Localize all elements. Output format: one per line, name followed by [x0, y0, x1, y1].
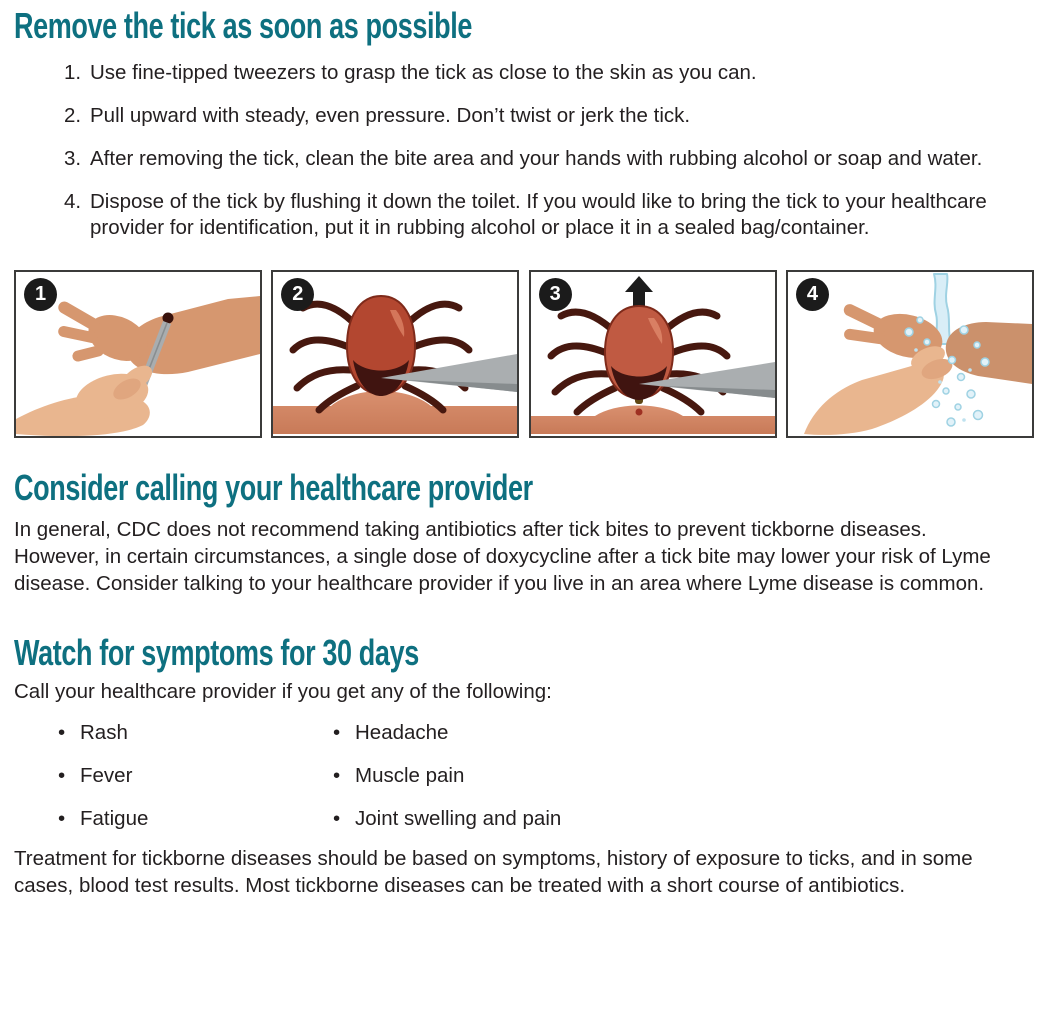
symptoms-intro-text: Call your healthcare provider if you get any of the following: [14, 680, 552, 703]
symptom-item-muscle-pain [289, 762, 561, 789]
panel-grasp-tick-illustration [14, 270, 262, 438]
step-number: 2. [64, 104, 82, 127]
symptoms-section-heading: Watch for symptoms for 30 days [14, 632, 419, 673]
remove-step-2 [14, 103, 1034, 129]
symptom-label: Headache [355, 721, 449, 744]
step-text: Use fine-tipped tweezers to grasp the tick as close to the skin as you can. [90, 61, 757, 84]
remove-step-4 [14, 189, 1034, 241]
symptom-item-fatigue [14, 805, 289, 832]
symptom-item-rash [14, 719, 289, 746]
remove-step-3 [14, 146, 1034, 172]
panel-number-badge: 3 [539, 278, 572, 311]
symptom-item-fever [14, 762, 289, 789]
panel-number-badge: 4 [796, 278, 829, 311]
symptoms-column-right [289, 719, 561, 832]
bullet-icon: • [58, 721, 66, 744]
remove-step-1 [14, 60, 1034, 86]
remove-section-heading: Remove the tick as soon as possible [14, 5, 473, 46]
panel-wash-hands-illustration [786, 270, 1034, 438]
symptom-label: Muscle pain [355, 764, 465, 787]
step-text: Pull upward with steady, even pressure. Don’t twist or jerk the tick. [90, 104, 691, 127]
treatment-closing-paragraph: Treatment for tickborne diseases should be based on symptoms, history of exposure to ticks, and in some cases, blood test results. Most tickborne diseases can be treated with a short course of antibiotics. [14, 847, 973, 897]
panel-pull-upward-illustration [529, 270, 777, 438]
bullet-icon: • [333, 807, 341, 830]
remove-steps-list [14, 60, 1034, 241]
symptom-label: Rash [80, 721, 128, 744]
symptom-label: Joint swelling and pain [355, 807, 562, 830]
step-number: 1. [64, 61, 82, 84]
step-text: Dispose of the tick by flushing it down the toilet. If you would like to bring the tick to your healthcare provider for identification, put it in rubbing alcohol or place it in a sealed bag/container. [90, 190, 987, 239]
symptoms-column-left [14, 719, 289, 832]
bullet-icon: • [58, 764, 66, 787]
panel-number-badge: 2 [281, 278, 314, 311]
provider-section-heading: Consider calling your healthcare provider [14, 467, 533, 508]
symptom-item-headache [289, 719, 561, 746]
step-number: 4. [64, 190, 82, 213]
bullet-icon: • [333, 721, 341, 744]
panel-number-badge: 1 [24, 278, 57, 311]
symptom-label: Fever [80, 764, 133, 787]
provider-section-paragraph: In general, CDC does not recommend taking antibiotics after tick bites to prevent tickborne diseases. However, in certain circumstances, a single dose of doxycycline after a tick bite may lower your risk of Lyme disease. Consider talking to your healthcare provider if you live in an area where Lyme disease is common. [14, 518, 991, 595]
bullet-icon: • [58, 807, 66, 830]
step-text: After removing the tick, clean the bite area and your hands with rubbing alcohol or soap and water. [90, 147, 983, 170]
symptom-item-joint-swelling [289, 805, 561, 832]
tick-removal-illustrations [14, 270, 1034, 438]
symptoms-bullet-columns [14, 719, 1034, 832]
panel-tick-closeup-illustration [271, 270, 519, 438]
step-number: 3. [64, 147, 82, 170]
bullet-icon: • [333, 764, 341, 787]
symptom-label: Fatigue [80, 807, 149, 830]
